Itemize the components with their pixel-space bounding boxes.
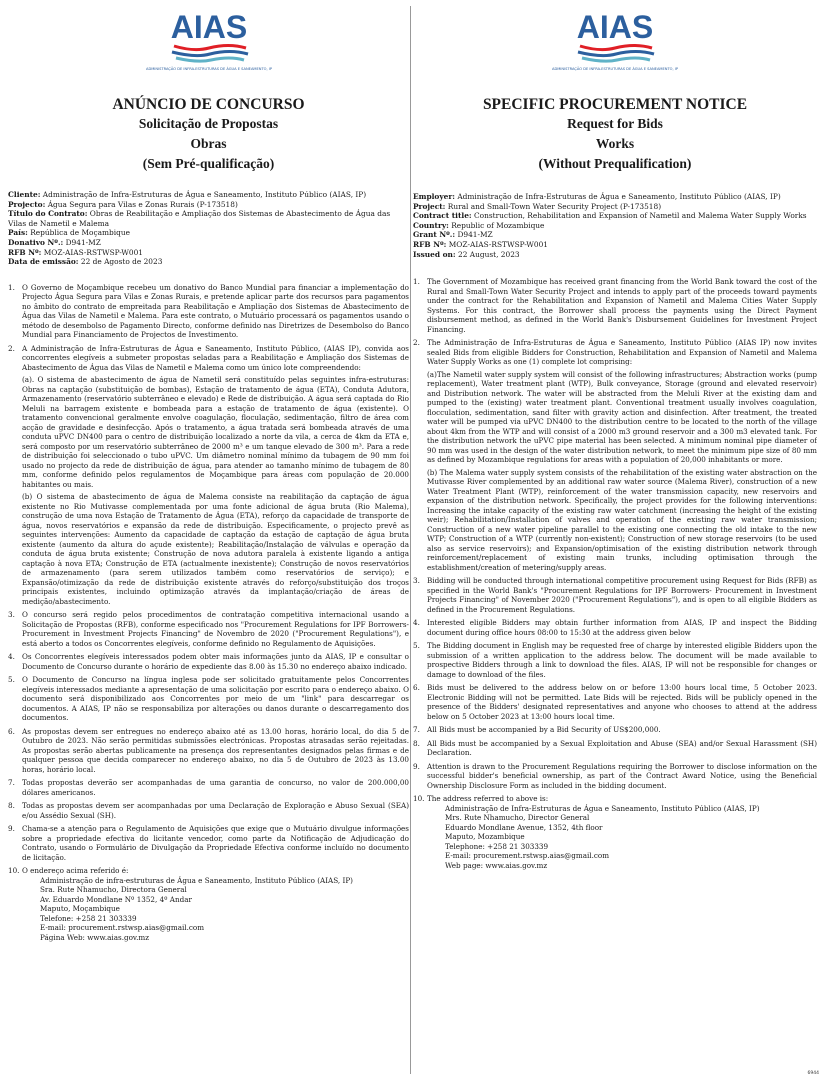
address-line: Administração de Infra-Estruturas de Água e Saneamento, Instituto Público (AIAS, IP)	[445, 803, 760, 813]
address-line: Maputo, Mozambique	[445, 832, 525, 842]
item-text: O endereço acima referido é:	[22, 866, 129, 876]
list-item	[413, 794, 817, 870]
list-item	[413, 338, 817, 572]
list-item	[8, 610, 409, 648]
page-title: SPECIFIC PROCUREMENT NOTICE	[482, 96, 748, 113]
address-line: Av. Eduardo Mondlane Nº 1352, 4º Andar	[40, 894, 192, 904]
meta-value: Republic of Mozambique	[448, 220, 545, 230]
item-number: 10.	[8, 866, 20, 876]
list-item	[8, 778, 409, 797]
subtitle-2: Obras	[190, 136, 227, 151]
notice-items	[413, 277, 817, 870]
subtitle-3: (Without Prequalification)	[538, 156, 692, 171]
aias-logo	[540, 6, 690, 84]
portuguese-column	[8, 0, 409, 1080]
notice-details	[8, 190, 409, 267]
list-item	[8, 344, 409, 607]
item-text: All Bids must be accompanied by a Sexual Exploitation and Abuse (SEA) and/or Sexual Harassment (SH) Declaration.	[427, 738, 817, 758]
meta-label: Employer:	[413, 192, 455, 201]
meta-value: D941-MZ	[63, 237, 101, 247]
item-number: 8.	[8, 801, 15, 811]
meta-row	[413, 221, 817, 231]
list-item	[8, 727, 409, 775]
item-number: 9.	[8, 824, 15, 834]
aias-logo	[134, 6, 284, 84]
notice-items	[8, 283, 409, 943]
logo-text: AIAS	[170, 9, 247, 45]
item-text: Interested eligible Bidders may obtain further information from AIAS, IP and inspect the Bidding document during office hours 08:00 to 15:30 at the address given below	[427, 618, 817, 637]
meta-row	[8, 257, 409, 267]
item-number: 5.	[413, 641, 420, 651]
list-item	[413, 683, 817, 721]
address-line: Web page: www.aias.gov.mz	[445, 860, 548, 870]
meta-row	[413, 202, 817, 212]
subtitle-3: (Sem Pré-qualificação)	[142, 156, 275, 171]
list-item	[413, 576, 817, 614]
meta-row	[413, 211, 817, 221]
list-item	[413, 725, 817, 735]
meta-label: RFB Nº:	[413, 239, 447, 249]
item-number: 6.	[413, 683, 420, 693]
meta-value: Administração de Infra-Estruturas de Água e Saneamento, Instituto Público (AIAS, IP)	[40, 190, 367, 199]
meta-label: Data de emissão:	[8, 257, 79, 267]
item-text: Bidding will be conducted through international competitive procurement using Request for Bids (RFB) as specified in the World Bank's "Procurement Regulations for IPF Borrowers- Procurement in Investment Projects Financing" of November 2020 ("Procurement Regulations"), and is open to all eligible Bidders as defined in the Procurement Regulations.	[427, 576, 817, 614]
english-column	[413, 0, 817, 1080]
meta-value: 22 de Agosto de 2023	[78, 257, 163, 267]
meta-label: Project:	[413, 201, 446, 211]
meta-row	[413, 240, 817, 250]
item-text: All Bids must be accompanied by a Bid Security of US$200,000.	[427, 725, 661, 735]
item-text: Todas propostas deverão ser acompanhadas de uma garantia de concurso, no valor de 200.000,00 dólares americanos.	[22, 778, 409, 797]
meta-row	[413, 230, 817, 240]
subtitle-1: Solicitação de Propostas	[138, 116, 279, 131]
meta-value: Rural and Small-Town Water Security Project (P-173518)	[445, 201, 662, 211]
list-item	[413, 762, 817, 791]
address-line: Administração de infra-estruturas de Água e Saneamento, Instituto Público (AIAS, IP)	[40, 875, 353, 885]
subtitle-2: Works	[595, 136, 635, 151]
meta-value: República de Moçambique	[27, 228, 130, 238]
logo-text: AIAS	[576, 9, 654, 45]
item-number: 10.	[413, 794, 425, 804]
list-item	[413, 618, 817, 637]
item-number: 8.	[413, 738, 420, 748]
address-line: Telephone: +258 21 303339	[445, 841, 549, 851]
logo-tagline: ADMINISTRAÇÃO DE INFRA-ESTRUTURAS DE ÁGUA E SANEAMENTO, IP	[551, 67, 679, 71]
page-title: ANÚNCIO DE CONCURSO	[112, 96, 305, 113]
meta-value: D941-MZ	[455, 230, 493, 240]
list-item	[8, 801, 409, 820]
meta-label: Título do Contrato:	[8, 209, 88, 219]
meta-value: Construction, Rehabilitation and Expansion of Nametil and Malema Water Supply Works	[471, 211, 807, 221]
meta-value: Água Segura para Vilas e Zonas Rurais (P-173518)	[45, 199, 238, 209]
item-number: 3.	[413, 576, 420, 586]
address-line: Página Web: www.aias.gov.mz	[40, 932, 150, 942]
item-number: 5.	[8, 675, 15, 685]
item-text: The Administração de Infra-Estruturas de Água e Saneamento, Instituto Público (AIAS IP) now invites sealed Bids from eligible Bidders for Construction, Rehabilitation and Expansion of Nametil and Malema Water Supply Works as one (1) complete lot comprising:	[427, 338, 817, 367]
item-text: Bids must be delivered to the address below on or before 13:00 hours local time, 5 October 2023. Electronic Bidding will not be permitted. Late Bids will be rejected. Bids will be publicly opened in the presence of the Bidders' designated representatives and anyone who chooses to attend at the address below on 5 October 2023 at 13:00 hours local time.	[427, 683, 817, 721]
notice-details	[413, 192, 817, 259]
item-number: 4.	[413, 618, 420, 628]
address-line: Telefone: +258 21 303339	[40, 913, 137, 923]
item-number: 6.	[8, 726, 15, 736]
column-divider	[410, 6, 411, 1074]
meta-label: Projecto:	[8, 199, 46, 209]
item-number: 7.	[8, 778, 15, 788]
meta-row	[8, 248, 409, 258]
address-line: Eduardo Mondlane Avenue, 1352, 4th floor	[445, 822, 603, 832]
item-subparagraph: (a). O sistema de abastecimento de água de Nametil será constituído pelas seguintes infra-estruturas: Obras na captação (substituição de bombas), Estação de tratamento de água (ETA), Conduta Adutora, Armazenamento (reservatório subterrâneo e elevado) e Rede de distribuição. A água será captada do Rio Meluli na barragem existente e bombeada para a estação de tratamento de água (existente). O tratamento convencional geralmente envolve coagulação, floculação, sedimentação, filtro de área com acção de gravidade e desinfecção. Após o tratamento, a água tratada será bombeada através de uma conduta uPVC DN400 para o centro de distribuição localizado a norte da vila, a cerca de 4km da ETA e, será composto por um reservatório subterrâneo de 2000 m³ e um tanque elevado de 300 m³. Para a rede de distribuição foi seleccionado o tubo uPVC. Um diâmetro nominal mínimo da tubagem de 90 mm foi usado no projecto da rede de distribuição de água, para atender ao tamanho mínimo de tubagem de 80 mm, conforme definido pelos regulamentos de Moçambique para áreas com população de 20.000 habitantes ou mais.	[22, 375, 409, 489]
item-text: A Administração de Infra-Estruturas de Água e Saneamento, Instituto Público, (AIAS IP), convida aos concorrentes elegíveis a submeter propostas seladas para a Reabilitação e Ampliação dos Sistemas de Abastecimento de Água das Vilas de Nametil e Malema como um único lote compreendendo:	[22, 343, 409, 372]
item-number: 9.	[413, 761, 420, 771]
meta-label: Country:	[413, 220, 449, 230]
item-text: O concurso será regido pelos procedimentos de contratação competitiva internacional usando a Solicitação de Propostas (RFB), conforme especificado nos "Procurement Regulations for IPF Borrowers- Procurement in Investment Projects Financing" de Novembro de 2020 ("Procurement Regulations"), e está aberto a todos os Concorrentes elegíveis, conforme definido no Regulamento de Aquisições.	[22, 610, 409, 648]
item-text: Attention is drawn to the Procurement Regulations requiring the Borrower to disclose information on the successful bidder's beneficial ownership, as part of the Contract Award Notice, using the Beneficial Ownership Disclosure Form as included in the bidding document.	[427, 761, 817, 790]
address-line: Sra. Rute Nhamucho, Directora General	[40, 885, 187, 895]
subtitle-1: Request for Bids	[567, 116, 663, 131]
item-number: 1.	[8, 282, 15, 292]
page-stamp: 6944	[807, 1071, 819, 1076]
list-item	[8, 675, 409, 723]
meta-label: RFB Nº:	[8, 247, 42, 257]
address-line: Maputo, Moçambique	[40, 904, 120, 914]
item-text: The Government of Mozambique has received grant financing from the World Bank toward the cost of the Rural and Small-Town Water Security Project and intends to apply part of the proceeds toward payments under the contract for the Rehabilitation and Expansion of Nametil and Malema Cities Water Supply Systems. For this contract, the Borrower shall process the payments using the Direct Payment disbursement method, as defined in the World Bank's Disbursement Guidelines for Investment Project Financing.	[427, 277, 817, 334]
meta-row	[8, 209, 409, 228]
meta-row	[8, 190, 409, 200]
meta-value: MOZ-AIAS-RSTWSP-W001	[41, 247, 144, 257]
meta-value: Obras de Reabilitação e Ampliação dos Sistemas de Abastecimento de Água das Vilas de Nametil e Malema	[8, 209, 391, 228]
list-item	[413, 277, 817, 334]
item-text: Chama-se a atenção para o Regulamento de Aquisições que exige que o Mutuário divulgue informações sobre a propriedade efectiva do licitante vencedor, como parte da Notificação de Adjudicação do Contrato, usando o Formulário de Divulgação da Propriedade Efectiva conforme incluído no documento de licitação.	[22, 824, 409, 862]
list-item	[8, 866, 409, 942]
address-line: E-mail: procurement.rstwsp.aias@gmail.com	[445, 851, 610, 861]
meta-label: Grant Nº.:	[413, 230, 456, 240]
address-line: E-mail: procurement.rstwsp.aias@gmail.com	[40, 923, 205, 933]
item-text: As propostas devem ser entregues no endereço abaixo até as 13.00 horas, horário local, do dia 5 de Outubro de 2023. Não serão permitidas submissões electrónicas. Propostas atrasadas serão rejeitadas. As propostas serão abertas publicamente na presença dos representantes designados pelas firmas e de qualquer pessoa que decida comparecer no endereço abaixo, no dia 5 de Outubro de 2023 às 13.00 horas, horário local.	[22, 726, 409, 774]
item-subparagraph: (b) The Malema water supply system consists of the rehabilitation of the existing water abstraction on the Mutivasse River complemented by an additional raw water source (Malema River), construction of a new Water Treatment Plant (WTP), reinforcement of the water transmission capacity, new reservoirs and expansion of the distribution network. Specifically, the project provides for the following interventions: Increasing the intake capacity of the existing raw water catchment (increasing the height of the existing weir); Rehabilitation/Installation of valves and operation of the existing raw water transmission; Construction of a new water pipeline parallel to the existing one connecting the old intake to the new WTP; Construction of a WTP (currently non-existent); Construction of new storage reservoirs (to be used also as service reservoirs); and Expansion/optimisation of the existing distribution network through reinforcement/replacement of existing main trunks, including optimisation through the establishment/creation of metering/supply areas.	[427, 467, 817, 572]
item-text: The address referred to above is:	[427, 794, 549, 804]
address-line: Mrs. Rute Nhamucho, Director General	[445, 813, 590, 823]
item-text: Todas as propostas devem ser acompanhadas por uma Declaração de Exploração e Abuso Sexual (SEA) e/ou Assédio Sexual (SH).	[22, 801, 409, 820]
meta-label: Cliente:	[8, 190, 41, 199]
list-item	[413, 641, 817, 679]
list-item	[8, 652, 409, 671]
meta-row	[8, 200, 409, 210]
item-text: Os Concorrentes elegíveis interessados podem obter mais informações junto da AIAS, IP e consultar o Documento de Concurso durante o horário de expediente das 8.00 às 15.30 no endereço abaixo indicado.	[22, 652, 409, 671]
item-text: O Documento de Concurso na língua inglesa pode ser solicitado gratuitamente pelos Concorrentes elegíveis interessados mediante a apresentação de uma solicitação por escrito para o endereço abaixo. O documento será disponibilizado aos Concorrentes por meio de um "link" para descarregar os documentos. A AIAS, IP não se responsabiliza por alterações ou danos durante o descarregamento dos documentos.	[22, 675, 409, 723]
item-number: 7.	[413, 725, 420, 735]
meta-row	[8, 228, 409, 238]
item-text: The Bidding document in English may be requested free of charge by interested eligible Bidders upon the submission of a written application to the address below. The document will be made available to prospective Bidders through a link to download the files. AIAS, IP will not be responsible for changes or damage to download of the files.	[427, 641, 817, 679]
list-item	[8, 283, 409, 340]
meta-value: Administração de Infra-Estruturas de Água e Saneamento, Instituto Público (AIAS, IP)	[454, 192, 781, 201]
item-number: 2.	[413, 338, 420, 348]
item-number: 2.	[8, 343, 15, 353]
list-item	[413, 739, 817, 758]
meta-label: Donativo Nº.:	[8, 237, 64, 247]
item-text: O Governo de Moçambique recebeu um donativo do Banco Mundial para financiar a implementação do Projecto Água Segura para Vilas e Zonas Rurais, e pretende aplicar parte dos recursos para pagamentos no âmbito do contrato de empreitada para Reabilitação e Ampliação dos Sistemas de Abastecimento de Água das Vilas de Nametil e Malema. Para este contrato, o Mutuário processará os pagamentos usando o método de desembolso de Pagamento Directo, conforme definido nas Diretrizes de Desembolso do Banco Mundial para Financiamento de Projectos de Investimento.	[22, 282, 409, 340]
item-number: 4.	[8, 652, 15, 662]
meta-value: MOZ-AIAS-RSTWSP-W001	[446, 239, 549, 249]
meta-row	[8, 238, 409, 248]
meta-label: Contract title:	[413, 211, 472, 221]
item-subparagraph: (a)The Nametil water supply system will consist of the following infrastructures; Abstraction works (pump replacement), Water treatment plant (WTP), Bulk conveyance, Storage (ground and elevated reservoir) and Distribution network. The water will be abstracted from the Meluli River at the existing dam and pumped to the (existing) water treatment plant. Conventional treatment usually involves coagulation, flocculation, sedimentation, sand filter with gravity action and disinfection. After treatment, the treated water will be pumped via uPVC DN400 to the distribution centre to be located to the north of the village about 4km from the WTP and will consist of a 2000 m3 ground reservoir and a 300 m3 elevated tank. For the distribution network the uPVC pipe material has been selected. A minimum nominal pipe diameter of 90 mm was used in the design of the water distribution network, to meet the minimum pipe size of 80 mm as defined by Mozambique regulations for areas with a population of 20,000 inhabitants or more.	[427, 369, 817, 465]
meta-row	[413, 250, 817, 260]
item-number: 1.	[413, 277, 420, 287]
meta-value: 22 August, 2023	[455, 249, 520, 259]
meta-label: Issued on:	[413, 249, 456, 259]
list-item	[8, 824, 409, 862]
item-subparagraph: (b) O sistema de abastecimento de água de Malema consiste na reabilitação da captação de água existente no Rio Mutivasse complementada por uma fonte adicional de água bruta (Rio Malema), construção de uma nova Estação de Tratamento de Água (ETA), reforço da capacidade de transporte de água, novos reservatórios e expansão da rede de distribuição. Especificamente, o projecto prevê as seguintes intervenções: Aumento da capacidade de captação da estação de captação de água bruta existente (aumento da altura do açude existente); Reabilitação/Instalação de válvulas e operação da conduta de água bruta existente; Construção de nova adutora paralela à existente ligando a antiga captação à nova ETA; Construção de ETA (actualmente inexistente); Construção de novos reservatórios de armazenamento (para serem utilizados também como reservatórios de serviço); e Expansão/otimização da rede de distribuição existente através do reforço/substituição dos troços principais existentes, incluindo optimização através da implantação/criação de áreas de medição/abastecimento.	[22, 492, 409, 606]
meta-row	[413, 192, 817, 202]
logo-tagline: ADMINISTRAÇÃO DE INFRA-ESTRUTURAS DE ÁGUA E SANEAMENTO, IP	[145, 67, 272, 71]
item-number: 3.	[8, 610, 15, 620]
meta-label: País:	[8, 228, 28, 238]
